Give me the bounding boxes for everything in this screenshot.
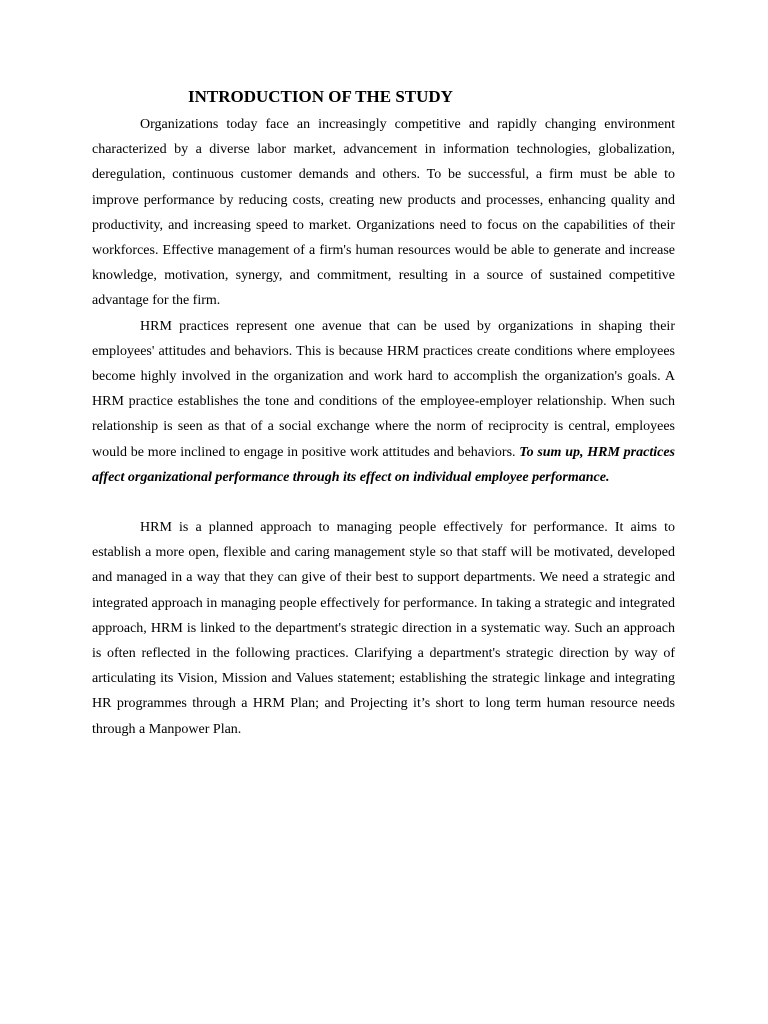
paragraph-3 [92,515,675,742]
document-title: INTRODUCTION OF THE STUDY [188,87,453,106]
paragraph-2 [92,314,675,490]
paragraph-1-text: Organizations today face an increasingly competitive and rapidly changing environment characterized by a diverse labor market, advancement in information technologies, globalization, deregulation, continuous customer demands and others. To be successful, a firm must be able to improve performance by reducing costs, creating new products and processes, enhancing quality and productivity, and increasing speed to market. Organizations need to focus on the capabilities of their workforces. Effective management of a firm's human resources would be able to generate and increase knowledge, motivation, synergy, and commitment, resulting in a source of sustained competitive advantage for the firm. [92,117,675,309]
paragraph-2-emphasis: To sum up, HRM practices affect organizational performance through its effect on individual employee performance. [92,444,676,485]
paragraph-2-text: HRM practices represent one avenue that can be used by organizations in shaping their employees' attitudes and behaviors. This is because HRM practices create conditions where employees become highly involved in the organization and work hard to accomplish the organization's goals. A HRM practice establishes the tone and conditions of the employee-employer relationship. When such relationship is seen as that of a social exchange where the norm of reciprocity is central, employees would be more inclined to engage in positive work attitudes and behaviors. [92,318,675,460]
paragraph-1 [92,112,675,314]
document-page [92,86,675,742]
paragraph-3-text: HRM is a planned approach to managing people effectively for performance. It aims to establish a more open, flexible and caring management style so that staff will be motivated, developed and managed in a way that they can give of their best to support departments. We need a strategic and integrated approach in managing people effectively for performance. In taking a strategic and integrated approach, HRM is linked to the department's strategic direction in a systematic way. Such an approach is often reflected in the following practices. Clarifying a department's strategic direction by way of articulating its Vision, Mission and Values statement; establishing the strategic linkage and integrating HR programmes through a HRM Plan; and Projecting it’s short to long term human resource needs through a Manpower Plan. [92,520,675,737]
